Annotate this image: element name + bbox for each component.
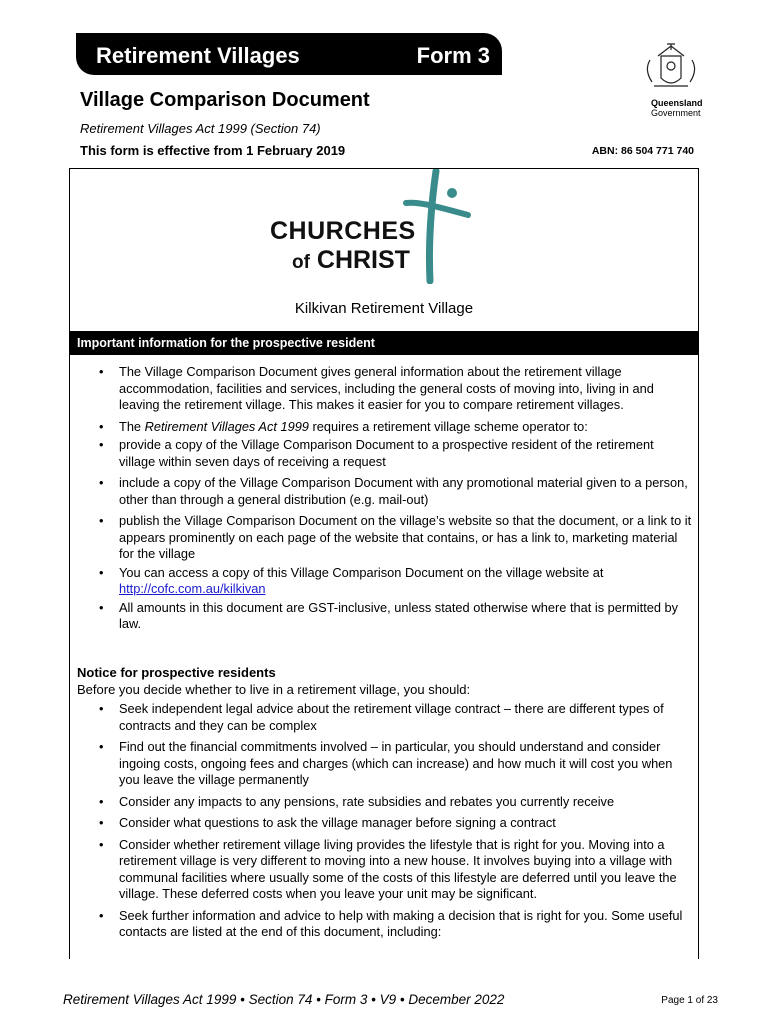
list-item: • Consider whether retirement village living provides the lifestyle that is right for you. Moving into a retirement village is very different to moving into a new house. It involves buying into a village with communal facilities where usually some of the costs of this lifestyle are deferred until you leave the village. These deferred costs when you leave your unit may be significant. <box>99 836 677 901</box>
list-item: • provide a copy of the Village Comparison Document to a prospective resident of the retirement village within seven days of receiving a request <box>99 437 654 469</box>
item-text: All amounts in this document are GST-inclusive, unless stated otherwise where that is permitted by law. <box>119 599 679 631</box>
form-banner <box>76 33 502 75</box>
list-item: • Seek further information and advice to help with making a decision that is right for you. Some useful contacts are listed at the end of this document, including: <box>99 907 683 939</box>
notice-heading: Notice for prospective residents <box>77 665 276 680</box>
logo-of: of <box>292 252 310 273</box>
gov-logo-line1: Queensland <box>651 98 703 108</box>
list-item: • You can access a copy of this Village Comparison Document on the village website at http://cofc.com.au/kilkivan <box>99 564 604 596</box>
notice-intro: Before you decide whether to live in a retirement village, you should: <box>77 682 471 697</box>
list-item: • publish the Village Comparison Document on the village’s website so that the document, or a link to it appears prominently on each page of the website that contains, or has a link to, marketing material for the village <box>99 513 692 561</box>
item-text: The Village Comparison Document gives general information about the retirement village accommodation, facilities and services, including the general costs of moving into, living in and leaving the retirement village. This makes it easier for you to compare retirement villages. <box>119 364 654 412</box>
list-item: • Find out the financial commitments involved – in particular, you should understand and consider ingoing costs, ongoing fees and charges (which can increase) and how much it will cost you when you leave the village permanently <box>99 739 673 787</box>
notice-list <box>96 701 692 946</box>
churches-of-christ-logo <box>270 169 490 284</box>
list-item: • include a copy of the Village Comparison Document with any promotional material given to a person, other than through a general distribution (e.g. mail-out) <box>99 475 688 507</box>
page-number: Page 1 of 23 <box>661 995 718 1006</box>
village-website-link[interactable]: http://cofc.com.au/kilkivan <box>119 581 266 596</box>
item-text: Seek further information and advice to help with making a decision that is right for you. Some useful contacts are listed at the end of this document, including: <box>119 907 683 939</box>
gov-logo-line2: Government <box>651 108 701 118</box>
item-text: provide a copy of the Village Comparison Document to a prospective resident of the retirement village within seven days of receiving a request <box>119 437 654 469</box>
item-text: Find out the financial commitments involved – in particular, you should understand and consider ingoing costs, ongoing fees and charges (which can increase) and how much it will cost you when you leave the village permanently <box>119 739 673 787</box>
list-item: • The Retirement Villages Act 1999 requires a retirement village scheme operator to: <box>99 418 588 434</box>
item-text: include a copy of the Village Comparison Document with any promotional material given to a person, other than through a general distribution (e.g. mail-out) <box>119 475 688 507</box>
item-text: Consider what questions to ask the village manager before signing a contract <box>119 815 556 830</box>
item-text: The <box>119 418 145 434</box>
item-text: requires a retirement village scheme operator to: <box>308 418 588 434</box>
list-item: • Consider any impacts to any pensions, rate subsidies and rebates you currently receive <box>99 793 615 809</box>
footer-text: Retirement Villages Act 1999 • Section 74 • Form 3 • V9 • December 2022 <box>63 992 505 1007</box>
item-text: Consider any impacts to any pensions, rate subsidies and rebates you currently receive <box>119 793 615 809</box>
item-text: Consider whether retirement village living provides the lifestyle that is right for you. Moving into a retirement village is very different to moving into a new house. It involves buying into a village with communal facilities where usually some of the costs of this lifestyle are deferred until you leave the village. These deferred costs when you leave your unit may be significant. <box>119 836 677 901</box>
logo-christ: CHRIST <box>316 246 410 274</box>
list-item: • All amounts in this document are GST-inclusive, unless stated otherwise where that is permitted by law. <box>99 599 679 631</box>
queensland-government-logo <box>651 98 703 118</box>
important-info-list <box>96 364 692 638</box>
content-box <box>69 168 699 959</box>
act-name: Retirement Villages Act 1999 <box>144 418 309 434</box>
form-number: Form 3 <box>416 43 490 68</box>
item-text: You can access a copy of this Village Comparison Document on the village website at <box>119 564 604 580</box>
important-info-heading: Important information for the prospective resident <box>70 331 698 355</box>
village-name: Kilkivan Retirement Village <box>294 300 474 317</box>
list-item: • Consider what questions to ask the village manager before signing a contract <box>99 815 556 830</box>
item-text: publish the Village Comparison Document on the village’s website so that the document, or a link to it appears prominently on each page of the website that contains, or has a link to, marketing material for the village <box>119 513 692 561</box>
banner-title: Retirement Villages <box>96 43 300 68</box>
document-title: Village Comparison Document <box>80 89 370 111</box>
list-item: • The Village Comparison Document gives general information about the retirement village accommodation, facilities and services, including the general costs of moving into, living in and leaving the retirement village. This makes it easier for you to compare retirement villages. <box>99 364 654 412</box>
item-text: Seek independent legal advice about the retirement village contract – there are different types of contracts and they can be complex <box>119 701 664 733</box>
abn: ABN: 86 504 771 740 <box>591 145 694 157</box>
logo-line1: CHURCHES <box>270 217 416 245</box>
logo-line2 <box>292 246 410 275</box>
list-item: • Seek independent legal advice about the retirement village contract – there are different types of contracts and they can be complex <box>99 701 664 733</box>
effective-date: This form is effective from 1 February 2019 <box>80 143 346 158</box>
act-reference: Retirement Villages Act 1999 (Section 74) <box>80 121 321 136</box>
